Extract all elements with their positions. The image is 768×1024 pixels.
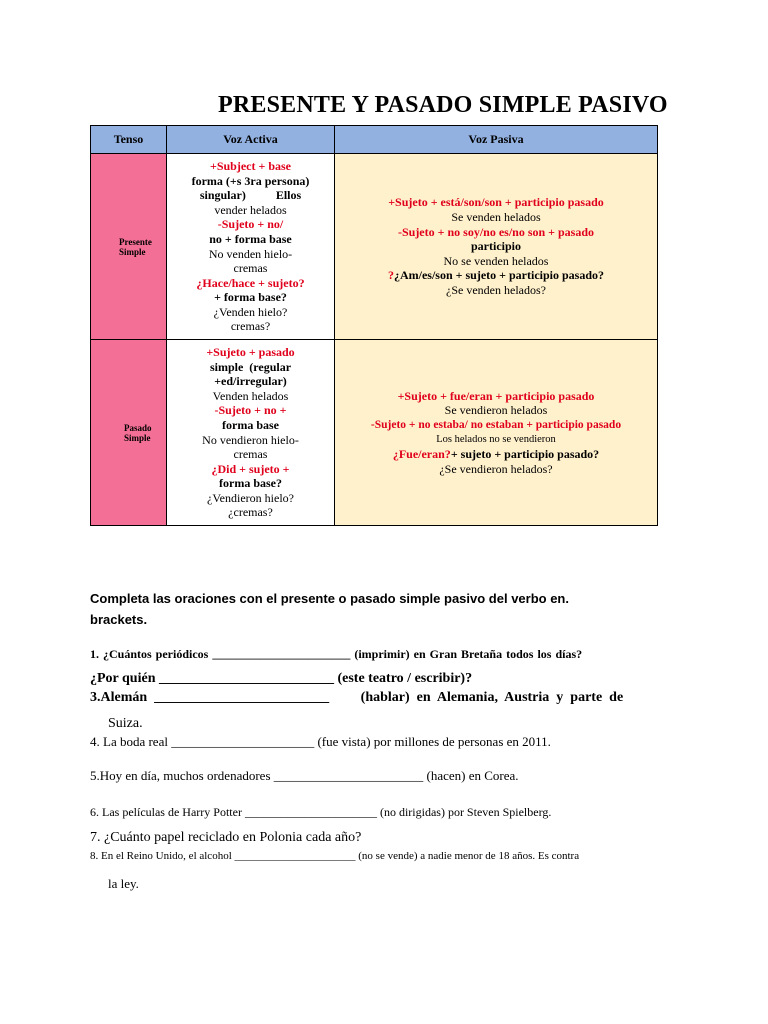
rule-line: +Sujeto + pasado xyxy=(206,344,295,359)
table-header-row xyxy=(91,126,658,154)
example-line: Se vendieron helados xyxy=(444,403,548,418)
passive-voice-cell-present xyxy=(335,154,658,340)
tense-cell-past xyxy=(91,340,167,526)
example-line: No venden hielo- xyxy=(208,246,293,261)
rule-text: + sujeto + participio pasado? xyxy=(450,447,600,462)
rule-line: -Sujeto + no + xyxy=(214,403,287,418)
example-line: No vendieron hielo- xyxy=(202,432,299,447)
rule-line: ¿Did + sujeto + xyxy=(211,461,290,476)
example-line: cremas xyxy=(233,447,268,462)
example-line: Venden helados xyxy=(212,388,289,403)
active-voice-cell-past xyxy=(167,340,335,526)
grammar-table xyxy=(90,125,658,526)
example-line: ¿Venden hielo? xyxy=(213,304,288,319)
exercise-instructions: Completa las oraciones con el presente o pasado simple pasivo del verbo en. brackets. xyxy=(90,591,569,627)
rule-line: simple (regular xyxy=(209,359,292,374)
rule-line: no + forma base xyxy=(209,231,292,246)
exercise-7: 7. ¿Cuánto papel reciclado en Polonia cada año? xyxy=(90,830,362,845)
tense-cell-present xyxy=(91,154,167,340)
example-line: cremas xyxy=(233,261,268,276)
exercise-1: 1. ¿Cuántos periódicos _______________________ (imprimir) en Gran Bretaña todos los días? xyxy=(90,647,583,661)
rule-line: forma (+s 3ra persona) xyxy=(191,173,310,188)
passive-voice-cell-past xyxy=(335,340,658,526)
tense-label: Simple xyxy=(119,246,146,257)
rule-line: forma base? xyxy=(219,476,282,491)
example-line: ¿Se vendieron helados? xyxy=(439,461,553,476)
rule-text: ¿Am/es/son + sujeto + participio pasado? xyxy=(393,268,605,283)
rule-prefix: ? xyxy=(387,268,394,283)
rule-line: -Sujeto + no soy/no es/no son + pasado xyxy=(397,224,595,239)
exercise-4: 4. La boda real ______________________ (fue vista) por millones de personas en 2011. xyxy=(90,734,551,749)
page-title: PRESENTE Y PASADO SIMPLE PASIVO xyxy=(218,92,668,118)
rule-line xyxy=(335,268,657,283)
rule-line: +Sujeto + está/son/son + participio pasado xyxy=(388,195,604,210)
tense-label: Presente xyxy=(119,236,152,247)
header-passive-voice: Voz Pasiva xyxy=(335,126,658,154)
rule-line: singular) Ellos xyxy=(199,188,302,203)
example-line: ¿Se venden helados? xyxy=(446,282,546,297)
exercise-6: 6. Las películas de Harry Potter ______________________ (no dirigidas) por Steven Spielberg. xyxy=(90,805,552,819)
exercise-3-text: 3.Alemán _________________________ (hablar) en Alemania, Austria y parte de xyxy=(90,690,624,705)
rule-line xyxy=(335,447,657,462)
example-line: ¿cremas? xyxy=(228,505,273,520)
example-line: vender helados xyxy=(214,202,287,217)
rule-line: +Sujeto + fue/eran + participio pasado xyxy=(397,388,595,403)
rule-prefix: ¿Fue/eran? xyxy=(392,447,451,462)
tense-label: Simple xyxy=(124,432,151,443)
table-row-past xyxy=(91,340,658,526)
rule-line: +ed/irregular) xyxy=(214,374,287,389)
exercise-8: 8. En el Reino Unido, el alcohol ______________________ (no se vende) a nadie menor de 18 años. Es contra xyxy=(90,850,580,862)
exercise-2: ¿Por quién _________________________ (este teatro / escribir)? xyxy=(90,671,473,686)
exercise-3-continued: Suiza. xyxy=(108,716,143,731)
example-line: Los helados no se vendieron xyxy=(436,433,556,445)
example-line: No se venden helados xyxy=(443,253,549,268)
rule-line: -Sujeto + no estaba/ no estaban + participio pasado xyxy=(370,418,622,431)
header-tense: Tenso xyxy=(91,126,167,154)
exercise-5: 5.Hoy en día, muchos ordenadores _______________________ (hacen) en Corea. xyxy=(90,768,519,783)
exercise-3 xyxy=(90,690,623,706)
example-line: Se venden helados xyxy=(451,210,541,225)
rule-line: + forma base? xyxy=(214,290,287,305)
active-voice-cell-present xyxy=(167,154,335,340)
header-active-voice: Voz Activa xyxy=(167,126,335,154)
example-line: ¿Vendieron hielo? xyxy=(207,490,294,505)
example-line: cremas? xyxy=(230,319,271,334)
rule-line: ¿Hace/hace + sujeto? xyxy=(196,275,305,290)
rule-line: participio xyxy=(471,239,521,254)
rule-line: +Subject + base xyxy=(209,158,291,173)
table-row-present xyxy=(91,154,658,340)
rule-line: forma base xyxy=(222,417,279,432)
exercise-8-continued: la ley. xyxy=(108,876,139,891)
tense-label: Pasado xyxy=(124,422,152,433)
rule-line: -Sujeto + no/ xyxy=(217,217,284,232)
